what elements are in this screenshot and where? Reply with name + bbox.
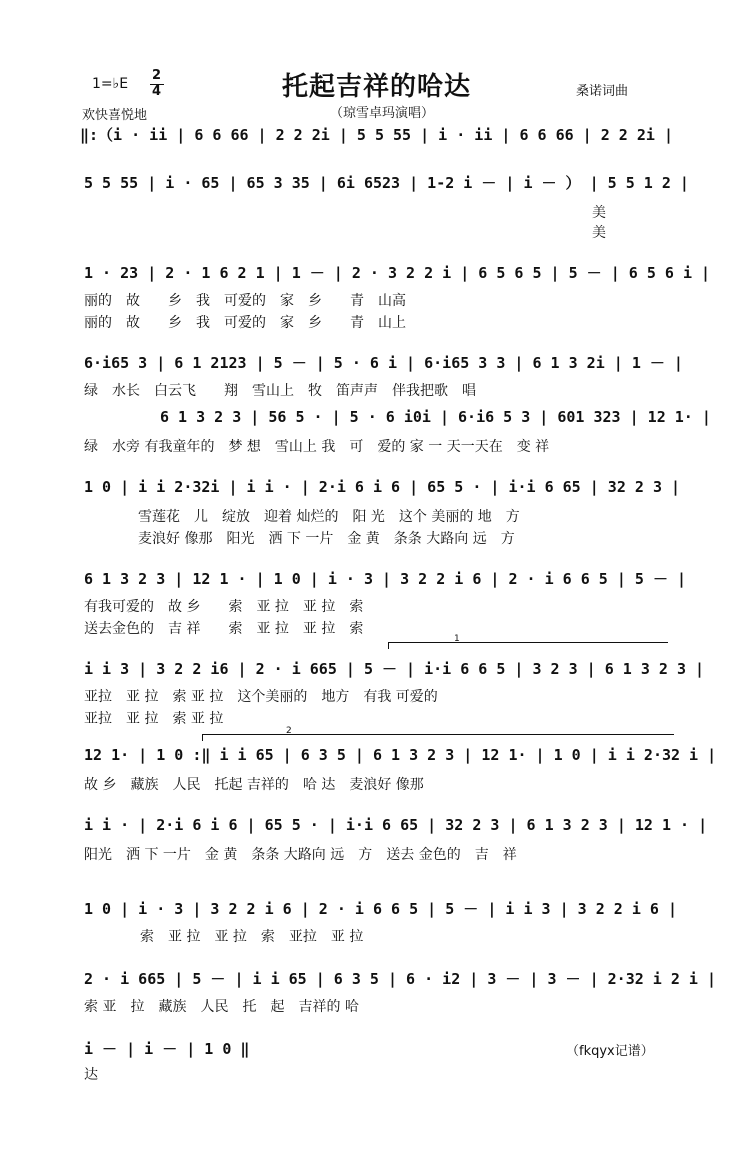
composer-credit: 桑诺词曲 (576, 84, 629, 99)
notation-row-10: i i · | 2·i 6 i 6 | 65 5 · | i·i 6 65 | 32 2 3 | 6 1 3 2 3 | 12 1 · | (84, 816, 708, 834)
key-signature: 1=♭E (92, 76, 129, 92)
lyric-row-4-verse1: 绿 水长 白云飞 翔 雪山上 牧 笛声声 伴我把歌 唱 (84, 383, 476, 399)
lyric-row-7-verse2: 送去金色的 吉 祥 索 亚 拉 亚 拉 索 (84, 621, 364, 637)
volta-1-bracket (388, 642, 668, 643)
lyric-row-5-verse1: 绿 水旁 有我童年的 梦 想 雪山上 我 可 爱的 家 一 天一天在 变 祥 (84, 439, 550, 455)
lyric-row-8-verse2: 亚拉 亚 拉 索 亚 拉 (84, 711, 224, 727)
volta-2-bracket (202, 734, 674, 735)
notation-row-9: 12 1· | 1 0 :‖ i i 65 | 6 3 5 | 6 1 3 2 3 | 12 1· | 1 0 | i i 2·32 i | (84, 746, 717, 764)
notation-row-1: ‖:（i · ii | 6 6 66 | 2 2 2i | 5 5 55 | i · ii | 6 6 66 | 2 2 2i | (80, 126, 673, 144)
notation-row-13: i － | i － | 1 0 ‖ (84, 1040, 250, 1058)
singer-credit: （琼雪卓玛演唱） (330, 106, 435, 121)
lyric-row-11-verse1: 索 亚 拉 亚 拉 索 亚拉 亚 拉 (140, 929, 364, 945)
notation-row-6: 1 0 | i i 2·32i | i i · | 2·i 6 i 6 | 65 5 · | i·i 6 65 | 32 2 3 | (84, 478, 681, 496)
time-signature-bottom: 4 (152, 84, 162, 99)
lyric-row-2-verse1: 美 (592, 205, 606, 221)
lyric-row-7-verse1: 有我可爱的 故 乡 索 亚 拉 亚 拉 索 (84, 599, 364, 615)
volta-2-number: 2 (286, 726, 292, 736)
volta-1-tick (388, 642, 389, 649)
song-title: 托起吉祥的哈达 (282, 72, 472, 102)
lyric-row-9-verse1: 故 乡 藏族 人民 托起 吉祥的 哈 达 麦浪好 像那 (84, 777, 424, 793)
time-signature-top: 2 (152, 68, 162, 83)
notation-row-8: i i 3 | 3 2 2 i6 | 2 · i 665 | 5 － | i·i 6 6 5 | 3 2 3 | 6 1 3 2 3 | (84, 660, 705, 678)
tempo-marking: 欢快喜悦地 (82, 108, 148, 123)
lyric-row-8-verse1: 亚拉 亚 拉 索 亚 拉 这个美丽的 地方 有我 可爱的 (84, 689, 438, 705)
notation-row-11: 1 0 | i · 3 | 3 2 2 i 6 | 2 · i 6 6 5 | 5 － | i i 3 | 3 2 2 i 6 | (84, 900, 677, 918)
lyric-row-6-verse2: 麦浪好 像那 阳光 洒 下 一片 金 黄 条条 大路向 远 方 (138, 531, 515, 547)
notation-row-12: 2 · i 665 | 5 － | i i 65 | 6 3 5 | 6 · i2 | 3 － | 3 － | 2·32 i 2 i | (84, 970, 716, 988)
volta-2-tick (202, 734, 203, 741)
lyric-row-2-verse2: 美 (592, 225, 606, 241)
notation-row-3: 1 · 23 | 2 · 1 6 2 1 | 1 － | 2 · 3 2 2 i | 6 5 6 5 | 5 － | 6 5 6 i | (84, 264, 711, 282)
notation-row-7: 6 1 3 2 3 | 12 1 · | 1 0 | i · 3 | 3 2 2 i 6 | 2 · i 6 6 5 | 5 － | (84, 570, 686, 588)
lyric-row-3-verse1: 丽的 故 乡 我 可爱的 家 乡 青 山高 (84, 293, 406, 309)
lyric-row-3-verse2: 丽的 故 乡 我 可爱的 家 乡 青 山上 (84, 315, 406, 331)
lyric-row-6-verse1: 雪莲花 儿 绽放 迎着 灿烂的 阳 光 这个 美丽的 地 方 (138, 509, 520, 525)
notation-row-2: 5 5 55 | i · 65 | 65 3 35 | 6i 6523 | 1-2 i － | i － ） | 5 5 1 2 | (84, 174, 689, 192)
lyric-row-12-verse1: 索 亚 拉 藏族 人民 托 起 吉祥的 哈 (84, 999, 359, 1015)
notation-row-5: 6 1 3 2 3 | 56 5 · | 5 · 6 i0i | 6·i6 5 3 | 601 323 | 12 1· | (160, 408, 711, 426)
notation-row-4: 6·i65 3 | 6 1 2123 | 5 － | 5 · 6 i | 6·i65 3 3 | 6 1 3 2i | 1 － | (84, 354, 683, 372)
volta-1-number: 1 (454, 634, 460, 644)
notation-credit: （fkqyx记谱） (566, 1044, 654, 1059)
lyric-row-13-verse1: 达 (84, 1067, 98, 1083)
lyric-row-10-verse1: 阳光 洒 下 一片 金 黄 条条 大路向 远 方 送去 金色的 吉 祥 (84, 847, 517, 863)
